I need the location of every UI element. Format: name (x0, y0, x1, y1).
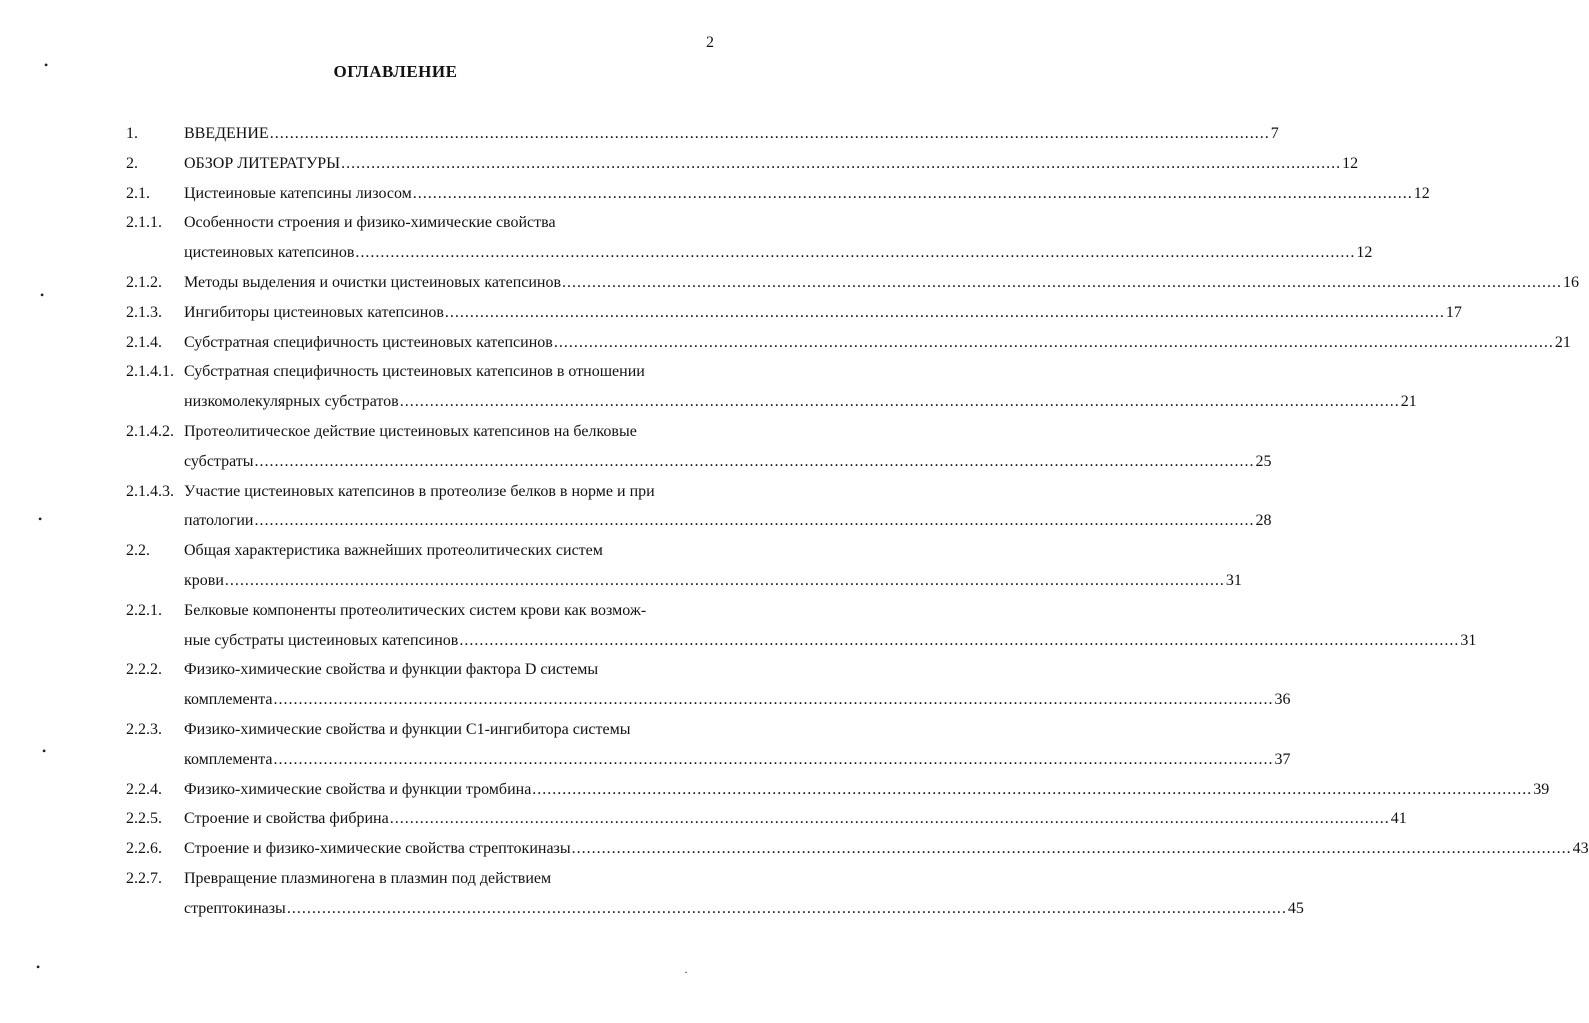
toc-title: крови (184, 571, 224, 589)
toc-page-number: 21 (1400, 393, 1417, 411)
toc-number: 2.1.3. (126, 303, 162, 321)
toc-line (184, 779, 1550, 801)
toc-number: 1. (126, 125, 138, 142)
toc-page-number: 12 (1356, 244, 1373, 262)
toc-title: Цистеиновые катепсины лизосом (184, 184, 412, 202)
toc-title: ные субстраты цистеиновых катепсинов (184, 631, 459, 649)
toc-line (184, 689, 1291, 711)
toc-line (184, 481, 718, 503)
toc-line (184, 570, 1242, 592)
toc-page-number: 12 (1413, 184, 1430, 202)
toc-title: Строение и физико-химические свойства стрептокиназы (184, 840, 571, 858)
toc-number: 2.1.4.2. (126, 423, 174, 440)
toc-page-number: 43 (1572, 840, 1589, 858)
toc-number: 2.2. (126, 542, 150, 560)
toc-number: 2.2.7. (126, 870, 162, 887)
scan-speck: • (38, 512, 43, 526)
dot-leader: ........................................................................................................................................................................................................ (269, 125, 1270, 142)
dot-leader: ........................................................................................................................................................................................................ (444, 303, 1445, 321)
toc-page-number: 37 (1274, 750, 1291, 768)
scan-speck: • (40, 288, 45, 302)
toc-line (184, 123, 1279, 145)
toc-title: Субстратная специфичность цистеиновых катепсинов (184, 333, 553, 351)
toc-line (184, 183, 1430, 205)
toc-line (184, 719, 718, 741)
toc-line (184, 451, 1272, 473)
toc-line (184, 808, 1407, 830)
dot-leader: ........................................................................................................................................................................................................ (389, 810, 1390, 828)
dot-leader: ........................................................................................................................................................................................................ (459, 631, 1460, 649)
toc-line (184, 391, 1417, 413)
scan-speck: • (44, 58, 49, 72)
page-title: ОГЛАВЛЕНИЕ (333, 62, 458, 81)
toc-title: Особенности строения и физико-химические свойства (184, 214, 556, 232)
toc-page-number: 17 (1445, 303, 1462, 321)
toc-page-number: 41 (1390, 810, 1407, 828)
toc-number: 2.1. (126, 184, 150, 202)
toc-number: 2. (126, 154, 138, 172)
page-number: 2 (706, 34, 714, 51)
toc-title: ВВЕДЕНИЕ (184, 125, 269, 142)
scan-speck: · (684, 965, 688, 979)
toc-line (184, 153, 1359, 175)
toc-line (184, 749, 1291, 771)
toc-page-number: 25 (1255, 452, 1272, 470)
toc-line (184, 242, 1373, 264)
toc-page-number: 7 (1270, 125, 1279, 142)
dot-leader: ........................................................................................................................................................................................................ (399, 393, 1400, 411)
toc-line (184, 510, 1272, 532)
dot-leader: ........................................................................................................................................................................................................ (273, 750, 1274, 768)
toc-title: Физико-химические свойства и функции C1-ингибитора системы (184, 721, 631, 738)
toc-title: комплемента (184, 691, 273, 709)
toc-line (184, 838, 1589, 860)
dot-leader: ........................................................................................................................................................................................................ (412, 184, 1413, 202)
toc-line (184, 630, 1477, 652)
toc-title: Субстратная специфичность цистеиновых катепсинов в отношении (184, 363, 645, 381)
dot-leader: ........................................................................................................................................................................................................ (273, 691, 1274, 709)
toc-number: 2.1.2. (126, 274, 162, 291)
toc-number: 2.2.2. (126, 661, 162, 679)
toc-title: стрептокиназы (184, 899, 286, 917)
dot-leader: ........................................................................................................................................................................................................ (224, 571, 1225, 589)
toc-title: Ингибиторы цистеиновых катепсинов (184, 303, 444, 321)
toc-title: ОБЗОР ЛИТЕРАТУРЫ (184, 154, 341, 172)
toc-page-number: 39 (1533, 780, 1550, 798)
toc-page-number: 28 (1255, 512, 1272, 530)
toc-title: цистеиновых катепсинов (184, 244, 355, 262)
scan-speck: • (42, 744, 47, 758)
toc-title: Физико-химические свойства и функции тромбина (184, 780, 532, 798)
toc-number: 2.1.4. (126, 333, 162, 351)
toc-line (184, 332, 1571, 354)
toc-title: Общая характеристика важнейших протеолитических систем (184, 542, 603, 560)
toc-title: Белковые компоненты протеолитических систем крови как возмож- (184, 601, 647, 619)
toc-line (184, 868, 718, 890)
toc-number: 2.2.3. (126, 721, 162, 738)
toc-number: 2.1.4.1. (126, 363, 174, 381)
toc-page-number: 45 (1287, 899, 1304, 917)
toc-page-number: 31 (1225, 571, 1242, 589)
toc-number: 2.2.6. (126, 840, 162, 858)
toc-title: комплемента (184, 750, 273, 768)
toc-title: низкомолекулярных субстратов (184, 393, 399, 411)
toc-title: Строение и свойства фибрина (184, 810, 389, 828)
toc-title: Превращение плазминогена в плазмин под действием (184, 870, 552, 887)
toc-page-number: 31 (1460, 631, 1477, 649)
toc-number: 2.2.4. (126, 780, 162, 798)
toc-title: Протеолитическое действие цистеиновых катепсинов на белковые (184, 423, 637, 440)
toc-line (184, 361, 718, 383)
toc-number: 2.2.5. (126, 810, 162, 828)
toc-line (184, 421, 718, 443)
toc-line (184, 659, 718, 681)
dot-leader: ........................................................................................................................................................................................................ (355, 244, 1356, 262)
toc-page-number: 16 (1563, 274, 1580, 291)
toc-line (184, 212, 718, 234)
dot-leader: ........................................................................................................................................................................................................ (286, 899, 1287, 917)
toc-line (184, 600, 718, 622)
dot-leader: ........................................................................................................................................................................................................ (553, 333, 1554, 351)
toc-number: 2.2.1. (126, 601, 162, 619)
toc-line (184, 302, 1462, 324)
toc-number: 2.1.1. (126, 214, 162, 232)
dot-leader: ........................................................................................................................................................................................................ (571, 840, 1572, 858)
toc-line (184, 898, 1304, 920)
toc-title: Физико-химические свойства и функции фактора D системы (184, 661, 599, 679)
dot-leader: ........................................................................................................................................................................................................ (532, 780, 1533, 798)
toc-title: субстраты (184, 452, 254, 470)
dot-leader: ........................................................................................................................................................................................................ (254, 452, 1255, 470)
toc-line (184, 540, 718, 562)
toc-line (184, 272, 1580, 294)
dot-leader: ........................................................................................................................................................................................................ (254, 512, 1255, 530)
toc-page-number: 12 (1342, 154, 1359, 172)
toc-title: патологии (184, 512, 254, 530)
scan-speck: • (36, 960, 41, 974)
toc-title: Методы выделения и очистки цистеиновых катепсинов (184, 274, 562, 291)
dot-leader: ........................................................................................................................................................................................................ (562, 274, 1563, 291)
toc-title: Участие цистеиновых катепсинов в протеолизе белков в норме и при (184, 482, 655, 500)
toc-page-number: 21 (1554, 333, 1571, 351)
dot-leader: ........................................................................................................................................................................................................ (341, 154, 1342, 172)
toc-page-number: 36 (1274, 691, 1291, 709)
toc-number: 2.1.4.3. (126, 482, 174, 500)
